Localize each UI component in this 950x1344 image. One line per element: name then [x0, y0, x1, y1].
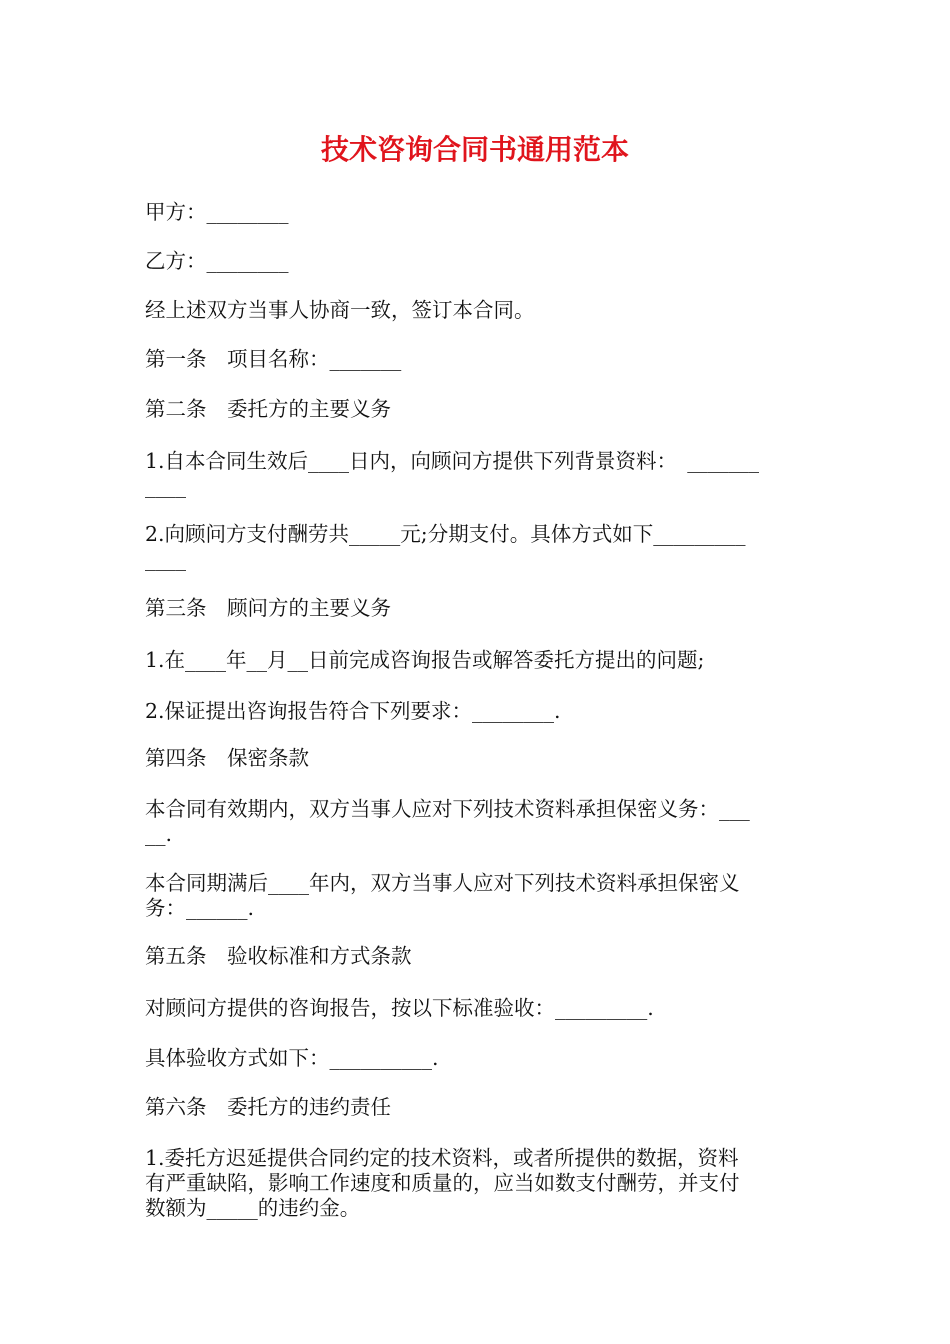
article-4-clause-1: 本合同有效期内，双方当事人应对下列技术资料承担保密义务：___ __. — [145, 797, 750, 846]
document-title: 技术咨询合同书通用范本 — [320, 133, 629, 166]
article-2-item-2: 2.向顾问方支付酬劳共_____元;分期支付。具体方式如下_________ ____ — [145, 522, 746, 571]
party-a-line: 甲方：________ — [145, 200, 289, 224]
article-6-heading: 第六条 委托方的违约责任 — [145, 1095, 391, 1119]
article-5-clause-2: 具体验收方式如下：__________. — [145, 1046, 439, 1070]
article-3-heading: 第三条 顾问方的主要义务 — [145, 596, 391, 620]
article-3-item-1: 1.在____年__月__日前完成咨询报告或解答委托方提出的问题; — [145, 648, 705, 672]
article-2-heading: 第二条 委托方的主要义务 — [145, 397, 391, 421]
agreement-statement: 经上述双方当事人协商一致，签订本合同。 — [145, 298, 535, 322]
party-b-line: 乙方：________ — [145, 249, 289, 273]
article-6-item-1: 1.委托方迟延提供合同约定的技术资料，或者所提供的数据，资料 有严重缺陷，影响工作速度和质量的，应当如数支付酬劳，并支付 数额为_____的违约金。 — [145, 1146, 740, 1220]
article-4-heading: 第四条 保密条款 — [145, 746, 309, 770]
article-1-heading: 第一条 项目名称：_______ — [145, 347, 402, 371]
article-3-item-2: 2.保证提出咨询报告符合下列要求：________. — [145, 699, 561, 723]
article-5-heading: 第五条 验收标准和方式条款 — [145, 944, 412, 968]
article-4-clause-2: 本合同期满后____年内，双方当事人应对下列技术资料承担保密义 务：______. — [145, 871, 740, 920]
article-5-clause-1: 对顾问方提供的咨询报告，按以下标准验收：_________. — [145, 996, 654, 1020]
article-2-item-1: 1.自本合同生效后____日内，向顾问方提供下列背景资料： _______ ____ — [145, 449, 760, 498]
